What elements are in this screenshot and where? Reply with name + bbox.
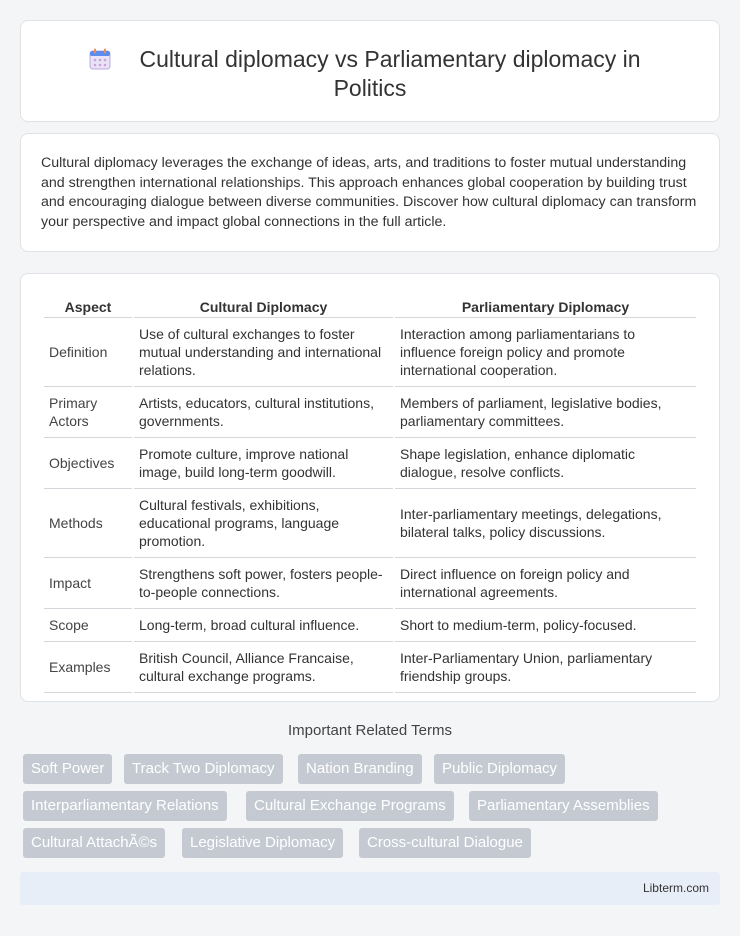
tag-soft-power[interactable]: Soft Power [23,754,112,784]
tag-cross-cultural-dialogue[interactable]: Cross-cultural Dialogue [359,828,531,858]
row-cultural: Long-term, broad cultural influence. [134,609,393,642]
page-title [21,45,719,103]
row-aspect: Objectives [44,438,132,489]
header-aspect: Aspect [44,294,132,318]
row-aspect: Primary Actors [44,387,132,438]
row-cultural: British Council, Alliance Francaise, cultural exchange programs. [134,642,393,693]
tag-legislative-diplomacy[interactable]: Legislative Diplomacy [182,828,343,858]
table-row [44,387,696,438]
comparison-table [42,294,698,693]
row-parliamentary: Inter-parliamentary meetings, delegations, bilateral talks, policy discussions. [395,489,696,558]
header-parliamentary: Parliamentary Diplomacy [395,294,696,318]
row-cultural: Artists, educators, cultural institutions, governments. [134,387,393,438]
table-row [44,438,696,489]
table-row [44,489,696,558]
table-row [44,642,696,693]
row-parliamentary: Members of parliament, legislative bodies, parliamentary committees. [395,387,696,438]
tag-cultural-exchange-programs[interactable]: Cultural Exchange Programs [246,791,454,821]
row-aspect: Scope [44,609,132,642]
row-parliamentary: Interaction among parliamentarians to influence foreign policy and promote international cooperation. [395,318,696,387]
comparison-card [20,273,720,702]
row-aspect: Definition [44,318,132,387]
intro-card [20,133,720,252]
row-aspect: Methods [44,489,132,558]
row-cultural: Strengthens soft power, fosters people-to-people connections. [134,558,393,609]
row-parliamentary: Direct influence on foreign policy and international agreements. [395,558,696,609]
footer [20,872,720,905]
related-terms-title: Important Related Terms [288,722,452,739]
row-aspect: Impact [44,558,132,609]
row-parliamentary: Inter-Parliamentary Union, parliamentary friendship groups. [395,642,696,693]
tag-interparliamentary-relations[interactable]: Interparliamentary Relations [23,791,227,821]
table-row [44,558,696,609]
row-aspect: Examples [44,642,132,693]
header-cultural: Cultural Diplomacy [134,294,393,318]
row-parliamentary: Shape legislation, enhance diplomatic dialogue, resolve conflicts. [395,438,696,489]
tag-public-diplomacy[interactable]: Public Diplomacy [434,754,565,784]
row-parliamentary: Short to medium-term, policy-focused. [395,609,696,642]
title-card [20,20,720,122]
table-row [44,318,696,387]
row-cultural: Use of cultural exchanges to foster mutual understanding and international relations. [134,318,393,387]
page-title-line2: Politics [333,75,407,101]
tag-parliamentary-assemblies[interactable]: Parliamentary Assemblies [469,791,658,821]
row-cultural: Cultural festivals, exhibitions, educational programs, language promotion. [134,489,393,558]
intro-text: Cultural diplomacy leverages the exchange of ideas, arts, and traditions to foster mutual understanding and strengthen international relationships. This approach enhances global cooperation by building trust and encouraging dialogue between diverse communities. Discover how cultural diplomacy can transform your perspective and impact global connections in the full article. [41,155,697,230]
footer-site-link[interactable]: Libterm.com [642,881,709,895]
table-header-row [44,294,696,318]
tag-track-two-diplomacy[interactable]: Track Two Diplomacy [124,754,283,784]
table-row [44,609,696,642]
row-cultural: Promote culture, improve national image, build long-term goodwill. [134,438,393,489]
tag-cultural-attaches[interactable]: Cultural AttachÃ©s [23,828,165,858]
page-title-line1: Cultural diplomacy vs Parliamentary diplomacy in [139,46,641,72]
tag-nation-branding[interactable]: Nation Branding [298,754,422,784]
